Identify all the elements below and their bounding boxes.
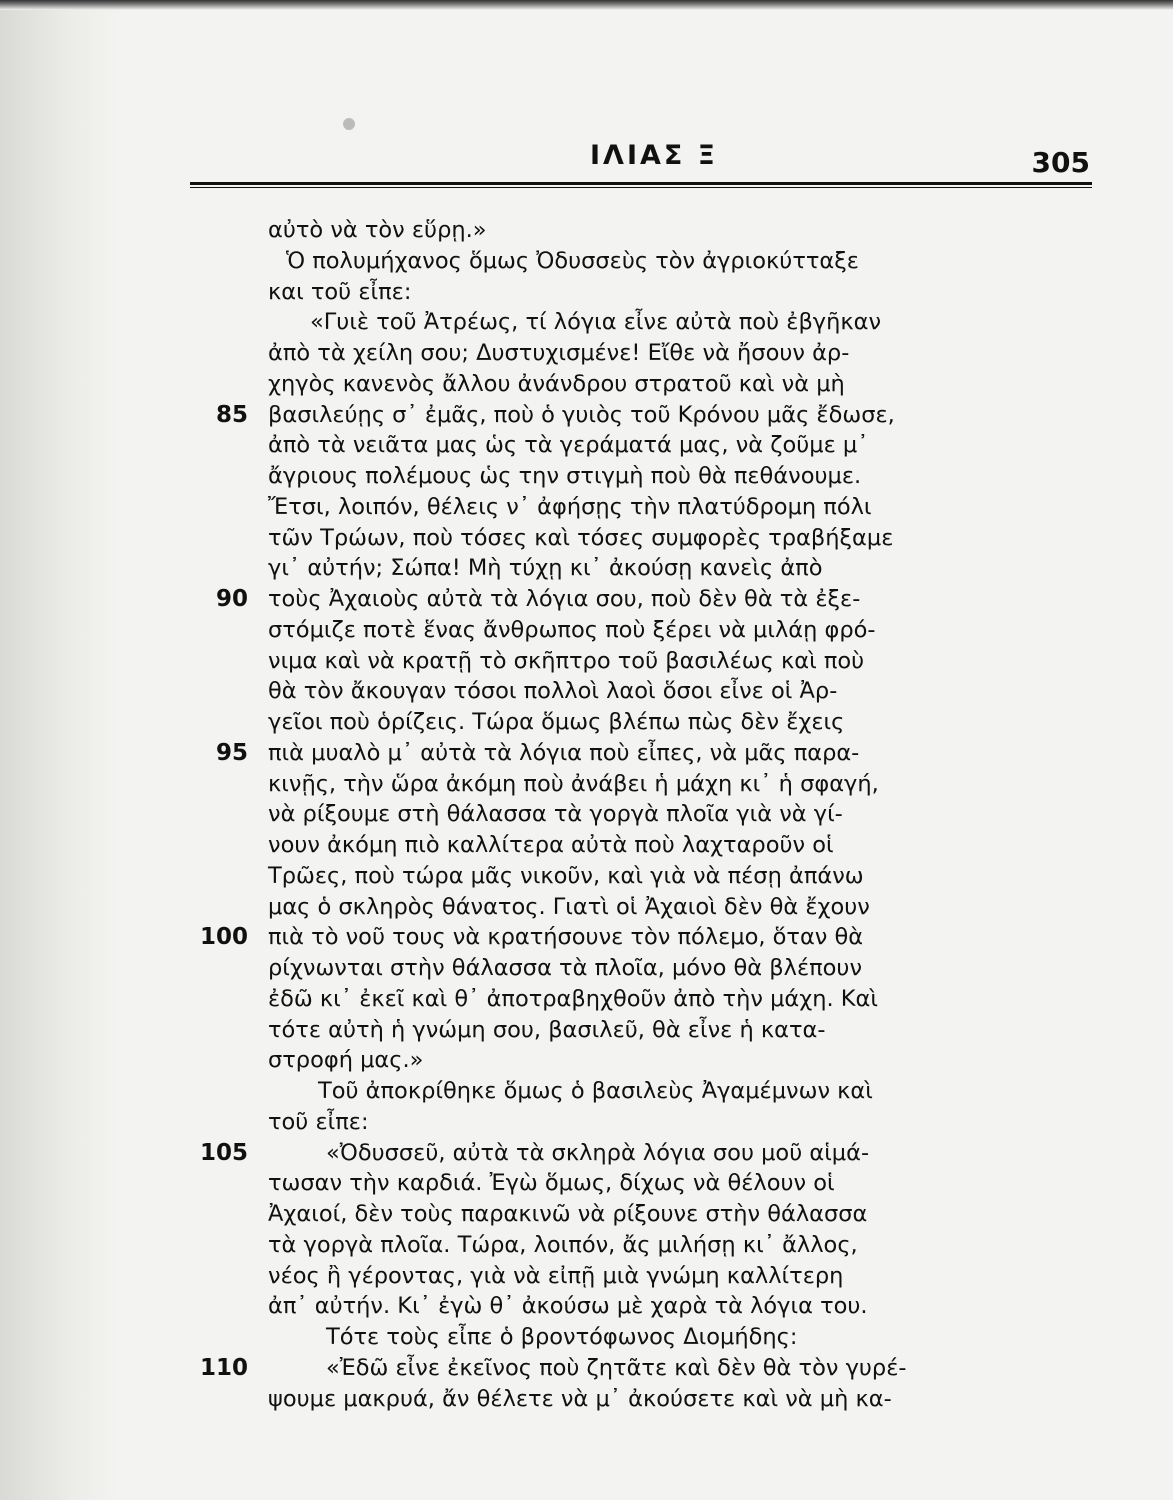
text-line [268, 1291, 1118, 1322]
line-text: θὰ τὸν ἄκουγαν τόσοι πολλοὶ λαοὶ ὅσοι εἶνε οἱ Ἀρ- [268, 678, 838, 705]
line-text: μας ὁ σκληρὸς θάνατος. Γιατὶ οἱ Ἀχαιοὶ δὲν θὰ ἔχουν [268, 893, 870, 920]
line-text: τωσαν τὴν καρδιά. Ἐγὼ ὅμως, δίχως νὰ θέλουν οἱ [268, 1170, 835, 1197]
verse-number: 105 [199, 1139, 248, 1166]
running-header [190, 140, 1090, 180]
line-text: κινῇς, τὴν ὥρα ἀκόμη ποὺ ἀνάβει ἡ μάχη κι᾽ ἡ σφαγή, [268, 770, 879, 797]
text-line [268, 1199, 1118, 1230]
line-text: νουν ἀκόμη πιὸ καλλίτερα αὐτὰ ποὺ λαχταροῦν οἱ [268, 832, 834, 858]
text-line [268, 553, 1118, 584]
line-text: νιμα καὶ νὰ κρατῇ τὸ σκῆπτρο τοῦ βασιλέως καὶ ποὺ [268, 647, 865, 674]
line-text: Ὁ πολυμήχανος ὅμως Ὀδυσσεὺς τὸν ἀγριοκύτταξε [286, 247, 859, 274]
line-text: ἐδῶ κι᾽ ἐκεῖ καὶ θ᾽ ἀποτραβηχθοῦν ἀπὸ τὴν μάχη. Καὶ [268, 985, 878, 1012]
text-line [268, 615, 1118, 646]
line-text: αὐτὸ νὰ τὸν εὕρῃ.» [268, 217, 487, 243]
text-line [268, 1384, 1118, 1415]
header-rule [190, 182, 1092, 185]
line-text: Ἀχαιοί, δὲν τοὺς παρακινῶ νὰ ρίξουνε στὴν θάλασσα [268, 1201, 868, 1227]
line-text: βασιλεύῃς σ᾽ ἐμᾶς, ποὺ ὁ γυιὸς τοῦ Κρόνου μᾶς ἔδωσε, [268, 401, 895, 428]
line-text: «Ἐδῶ εἶνε ἐκεῖνος ποὺ ζητᾶτε καὶ δὲν θὰ τὸν γυρέ- [326, 1354, 907, 1381]
line-text: Τρῶες, ποὺ τώρα μᾶς νικοῦν, καὶ γιὰ νὰ πέσῃ ἀπάνω [268, 862, 864, 889]
line-text: πιὰ τὸ νοῦ τους νὰ κρατήσουνε τὸν πόλεμο, ὅταν θὰ [268, 924, 864, 951]
line-text: τοὺς Ἀχαιοὺς αὐτὰ τὰ λόγια σου, ποὺ δὲν θὰ τὰ ἐξε- [268, 586, 861, 612]
text-line [268, 830, 1118, 861]
text-line [215, 400, 1118, 431]
text-line [268, 953, 1118, 984]
line-text: ἀπὸ τὰ χείλη σου; Δυστυχισμένε! Εἴθε νὰ ἤσουν ἀρ- [268, 340, 850, 366]
text-line [268, 984, 1118, 1015]
line-text: ψουμε μακρυά, ἄν θέλετε νὰ μ᾽ ἀκούσετε καὶ νὰ μὴ κα- [268, 1385, 892, 1412]
text-line [199, 922, 1118, 953]
header-rule-thin [190, 187, 1092, 188]
text-line [268, 707, 1118, 738]
line-text: ἀπὸ τὰ νειᾶτα μας ὡς τὰ γεράματά μας, νὰ ζοῦμε μ᾽ [268, 432, 869, 459]
text-line [199, 1138, 1118, 1169]
text-line [268, 492, 1118, 523]
line-text: στροφή μας.» [268, 1047, 424, 1074]
line-text: ρίχνωνται στὴν θάλασσα τὰ πλοῖα, μόνο θὰ βλέπουν [268, 955, 863, 981]
line-text: γι᾽ αὐτήν; Σώπα! Μὴ τύχῃ κι᾽ ἀκούσῃ κανεὶς ἀπὸ [268, 555, 823, 582]
text-line [268, 1076, 1118, 1107]
verse-number: 90 [215, 586, 248, 612]
line-text: χηγὸς κανενὸς ἄλλου ἀνάνδρου στρατοῦ καὶ νὰ μὴ [268, 370, 845, 397]
text-line [268, 1230, 1118, 1261]
line-text: τὰ γοργὰ πλοῖα. Τώρα, λοιπόν, ἄς μιλήσῃ κι᾽ ἄλλος, [268, 1231, 858, 1258]
page-top-edge [0, 0, 1173, 10]
line-text: στόμιζε ποτὲ ἕνας ἄνθρωπος ποὺ ξέρει νὰ μιλάῃ φρό- [268, 616, 876, 643]
text-line [268, 892, 1118, 923]
text-line [268, 1168, 1118, 1199]
text-line [215, 584, 1118, 615]
line-text: ἀπ᾽ αὐτήν. Κι᾽ ἐγὼ θ᾽ ἀκούσω μὲ χαρὰ τὰ λόγια του. [268, 1293, 868, 1320]
line-text: γεῖοι ποὺ ὁρίζεις. Τώρα ὅμως βλέπω πὼς δὲν ἔχεις [268, 709, 845, 735]
text-line [268, 430, 1118, 461]
text-line [215, 738, 1118, 769]
text-line [268, 1107, 1118, 1138]
line-text: πιὰ μυαλὸ μ᾽ αὐτὰ τὰ λόγια ποὺ εἶπες, νὰ μᾶς παρα- [268, 739, 860, 766]
line-text: «Γυιὲ τοῦ Ἀτρέως, τί λόγια εἶνε αὐτὰ ποὺ ἐβγῆκαν [310, 309, 882, 336]
text-line [268, 277, 1118, 308]
line-text: Τοῦ ἀποκρίθηκε ὅμως ὁ βασιλεὺς Ἀγαμέμνων καὶ [318, 1078, 873, 1104]
text-line [268, 1261, 1118, 1292]
text-line [268, 338, 1118, 369]
text-line [268, 1015, 1118, 1046]
page-number: 305 [1031, 146, 1090, 179]
text-line [268, 861, 1118, 892]
text-line [268, 369, 1118, 400]
verse-number: 100 [199, 924, 248, 951]
verse-number: 85 [215, 401, 248, 428]
line-text: Τότε τοὺς εἶπε ὁ βροντόφωνος Διομήδης: [326, 1324, 798, 1350]
verse-number: 95 [215, 739, 248, 766]
line-text: τῶν Τρώων, ποὺ τόσες καὶ τόσες συμφορὲς τραβήξαμε [268, 524, 894, 551]
line-text: ἄγριους πολέμους ὡς την στιγμὴ ποὺ θὰ πεθάνουμε. [268, 463, 862, 489]
line-text: τότε αὐτὴ ἡ γνώμη σου, βασιλεῦ, θὰ εἶνε ἡ κατα- [268, 1016, 826, 1043]
text-line [268, 246, 1118, 277]
text-line [268, 769, 1118, 800]
ink-dot [343, 118, 355, 130]
text-line [268, 676, 1118, 707]
line-text: νὰ ρίξουμε στὴ θάλασσα τὰ γοργὰ πλοῖα γιὰ νὰ γί- [268, 801, 843, 828]
body-text [199, 215, 1118, 1414]
text-line [268, 215, 1118, 246]
line-text: και τοῦ εἶπε: [268, 278, 412, 305]
line-text: Ἔτσι, λοιπόν, θέλεις ν᾽ ἀφήσῃς τὴν πλατύδρομη πόλι [268, 493, 872, 520]
text-line [268, 523, 1118, 554]
line-text: τοῦ εἶπε: [268, 1108, 369, 1135]
text-line [268, 307, 1118, 338]
line-text: «Ὀδυσσεῦ, αὐτὰ τὰ σκληρὰ λόγια σου μοῦ αἱμά- [326, 1139, 870, 1166]
text-line [199, 1353, 1118, 1384]
text-line [268, 1322, 1118, 1353]
page-edge-shadow [0, 0, 120, 1500]
text-line [268, 799, 1118, 830]
text-line [268, 1045, 1118, 1076]
line-text: νέος ἢ γέροντας, γιὰ νὰ εἰπῇ μιὰ γνώμη καλλίτερη [268, 1262, 844, 1289]
text-line [268, 646, 1118, 677]
text-line [268, 461, 1118, 492]
running-title: ΙΛΙΑΣ Ξ [590, 140, 718, 171]
verse-number: 110 [199, 1354, 248, 1381]
